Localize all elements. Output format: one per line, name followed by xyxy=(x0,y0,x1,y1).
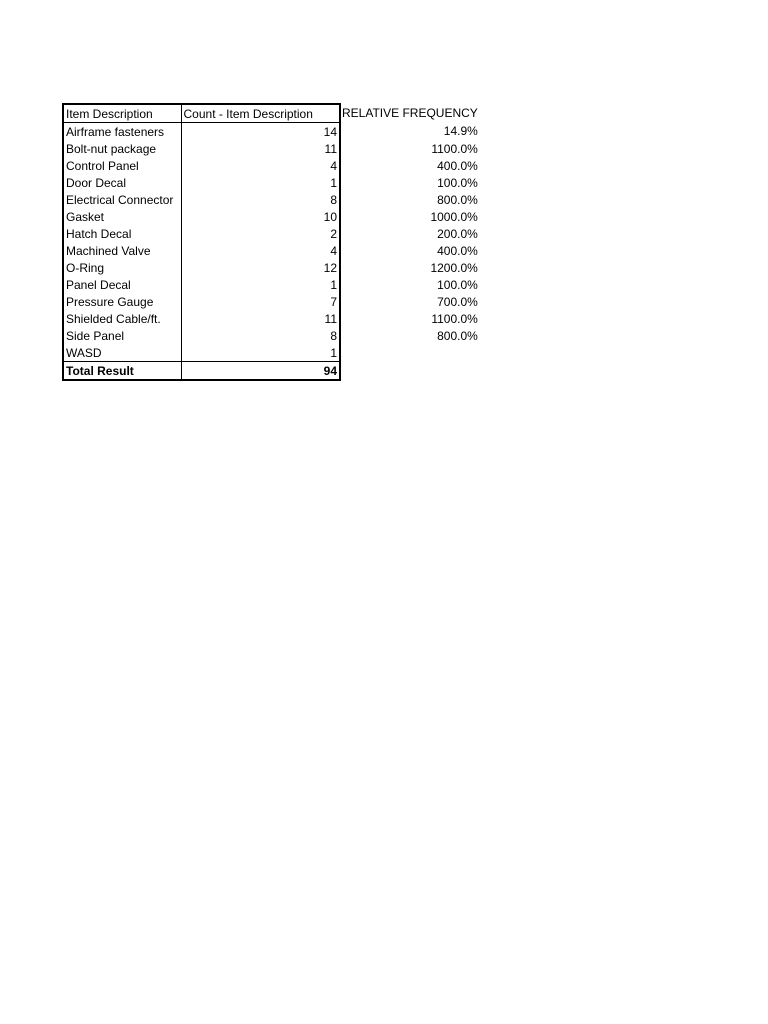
table-row xyxy=(63,344,571,362)
count-cell[interactable]: 8 xyxy=(181,191,340,208)
freq-cell[interactable]: 200.0% xyxy=(437,226,478,241)
table-row xyxy=(63,276,571,293)
header-relative-frequency-cell[interactable] xyxy=(340,104,481,123)
item-cell[interactable]: Bolt-nut package xyxy=(63,140,181,157)
freq-cell[interactable]: 1100.0% xyxy=(431,141,478,156)
empty-cell[interactable] xyxy=(340,362,481,381)
table-row xyxy=(63,191,571,208)
empty-cell[interactable] xyxy=(481,157,571,174)
freq-cell[interactable]: 14.9% xyxy=(443,124,478,139)
empty-cell[interactable] xyxy=(481,293,571,310)
count-cell[interactable]: 12 xyxy=(181,259,340,276)
count-cell[interactable]: 1 xyxy=(181,174,340,191)
empty-cell[interactable] xyxy=(481,191,571,208)
item-cell[interactable]: WASD xyxy=(63,344,181,362)
count-cell[interactable]: 11 xyxy=(181,140,340,157)
item-cell[interactable]: Side Panel xyxy=(63,327,181,344)
count-cell[interactable]: 7 xyxy=(181,293,340,310)
freq-cell[interactable]: 1200.0% xyxy=(430,260,478,275)
count-cell[interactable]: 2 xyxy=(181,225,340,242)
empty-cell[interactable] xyxy=(481,242,571,259)
freq-cell[interactable]: 400.0% xyxy=(437,243,478,258)
table-row xyxy=(63,242,571,259)
empty-cell[interactable] xyxy=(481,208,571,225)
table-row xyxy=(63,259,571,276)
freq-cell[interactable]: 400.0% xyxy=(437,158,478,173)
item-cell[interactable]: Pressure Gauge xyxy=(63,293,181,310)
item-cell[interactable]: Hatch Decal xyxy=(63,225,181,242)
header-row xyxy=(63,104,571,123)
freq-cell[interactable]: 100.0% xyxy=(437,277,478,292)
total-label[interactable]: Total Result xyxy=(63,362,181,381)
empty-cell[interactable] xyxy=(481,276,571,293)
pivot-table xyxy=(62,103,571,381)
count-cell[interactable]: 1 xyxy=(181,344,340,362)
table-row xyxy=(63,293,571,310)
item-cell[interactable]: O-Ring xyxy=(63,259,181,276)
table-row xyxy=(63,225,571,242)
empty-cell[interactable] xyxy=(481,123,571,141)
spreadsheet-area xyxy=(62,103,571,381)
header-count[interactable]: Count - Item Description xyxy=(181,104,340,123)
freq-cell[interactable]: 1100.0% xyxy=(431,311,478,326)
empty-cell[interactable] xyxy=(481,225,571,242)
freq-cell[interactable]: 100.0% xyxy=(437,175,478,190)
empty-cell[interactable] xyxy=(481,259,571,276)
empty-cell[interactable] xyxy=(481,327,571,344)
count-cell[interactable]: 14 xyxy=(181,123,340,141)
empty-cell[interactable] xyxy=(481,104,571,123)
item-cell[interactable]: Door Decal xyxy=(63,174,181,191)
item-cell[interactable]: Airframe fasteners xyxy=(63,123,181,141)
table-row xyxy=(63,174,571,191)
count-cell[interactable]: 8 xyxy=(181,327,340,344)
table-row xyxy=(63,310,571,327)
table-row xyxy=(63,140,571,157)
header-relative-frequency: RELATIVE FREQUENCY xyxy=(342,106,478,121)
table-row xyxy=(63,327,571,344)
freq-cell[interactable]: 700.0% xyxy=(437,294,478,309)
freq-cell[interactable]: 800.0% xyxy=(437,328,478,343)
item-cell[interactable]: Gasket xyxy=(63,208,181,225)
item-cell[interactable]: Control Panel xyxy=(63,157,181,174)
table-row xyxy=(63,157,571,174)
empty-cell[interactable] xyxy=(481,310,571,327)
freq-cell[interactable] xyxy=(340,344,481,362)
item-cell[interactable]: Shielded Cable/ft. xyxy=(63,310,181,327)
item-cell[interactable]: Machined Valve xyxy=(63,242,181,259)
empty-cell[interactable] xyxy=(481,174,571,191)
item-cell[interactable]: Electrical Connector xyxy=(63,191,181,208)
count-cell[interactable]: 4 xyxy=(181,242,340,259)
count-cell[interactable]: 11 xyxy=(181,310,340,327)
empty-cell[interactable] xyxy=(481,140,571,157)
table-row xyxy=(63,208,571,225)
table-row xyxy=(63,123,571,141)
total-count[interactable]: 94 xyxy=(181,362,340,381)
freq-cell[interactable]: 1000.0% xyxy=(430,209,478,224)
total-row xyxy=(63,362,571,381)
empty-cell[interactable] xyxy=(481,344,571,362)
count-cell[interactable]: 10 xyxy=(181,208,340,225)
header-item-description[interactable]: Item Description xyxy=(63,104,181,123)
count-cell[interactable]: 4 xyxy=(181,157,340,174)
freq-cell[interactable]: 800.0% xyxy=(437,192,478,207)
item-cell[interactable]: Panel Decal xyxy=(63,276,181,293)
empty-cell[interactable] xyxy=(481,362,571,381)
count-cell[interactable]: 1 xyxy=(181,276,340,293)
